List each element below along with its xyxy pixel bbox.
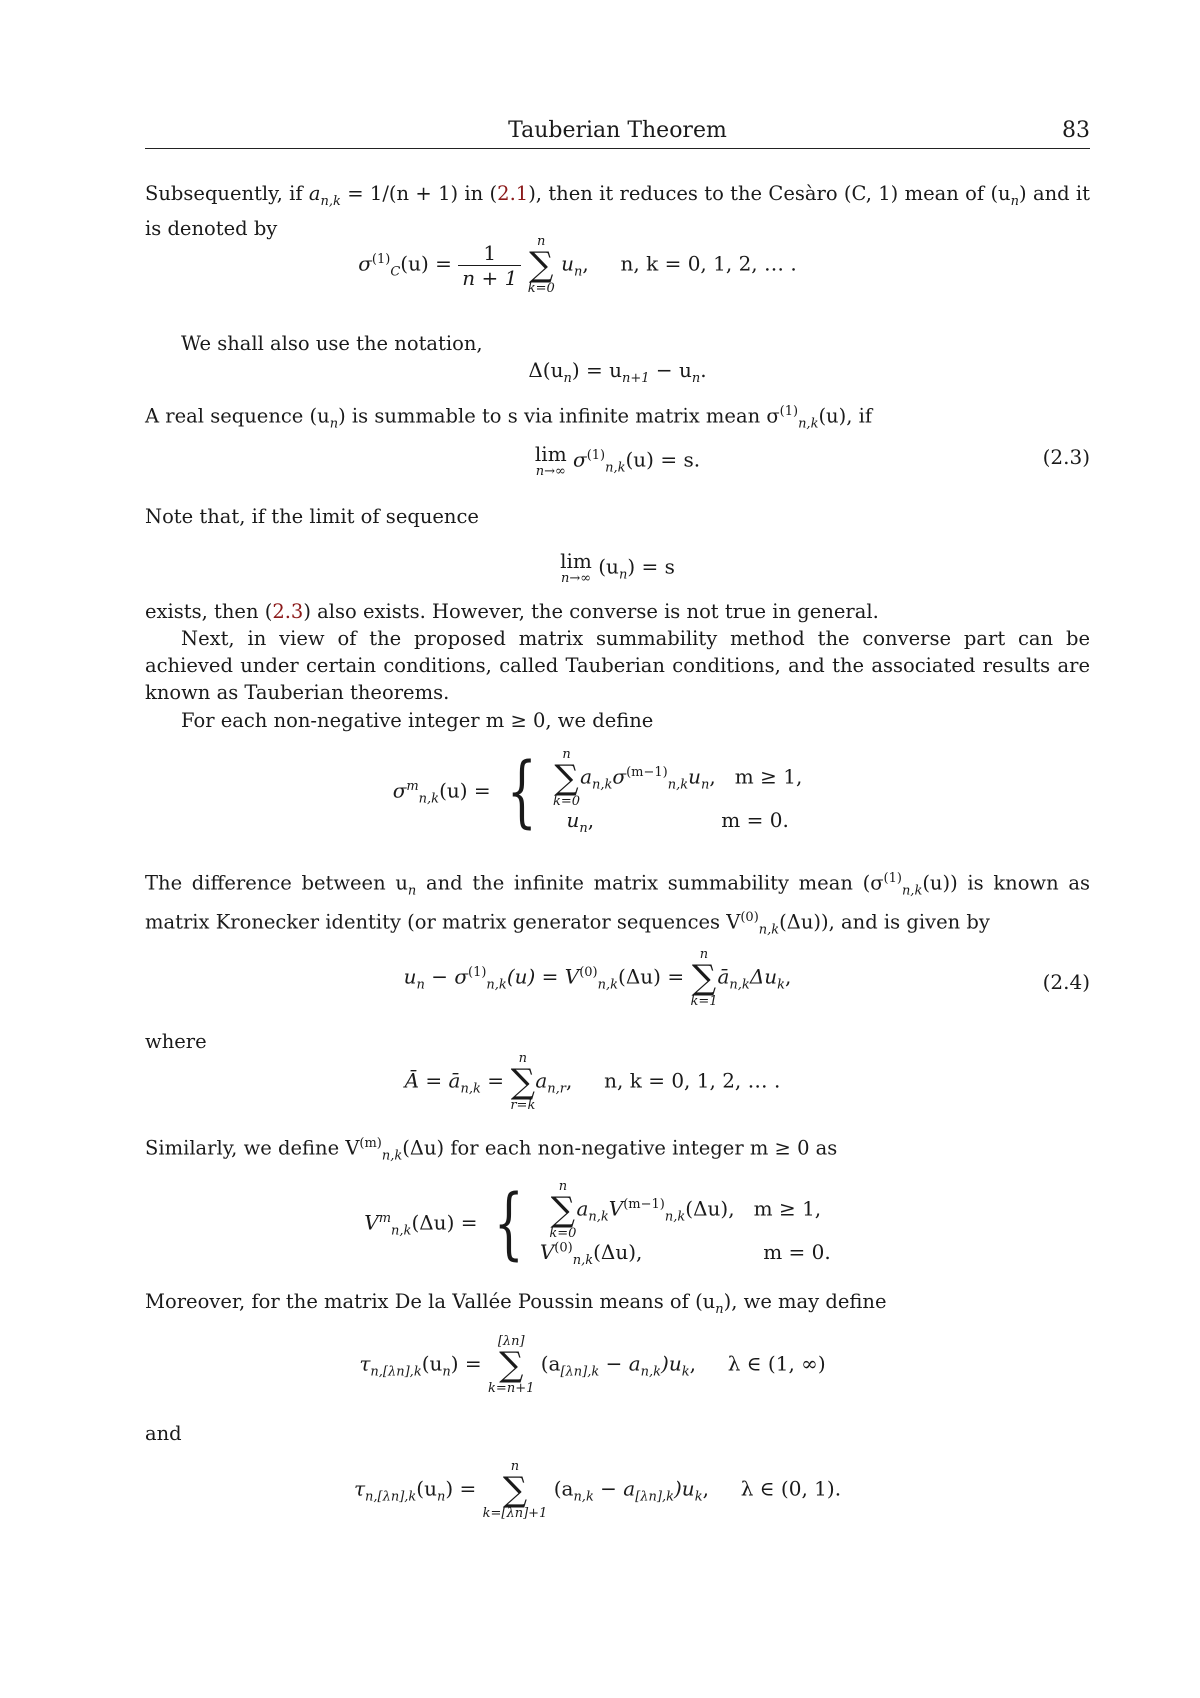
left-brace: { xyxy=(507,753,537,831)
paragraph-moreover: Moreover, for the matrix De la Vallée Poussin means of (un), we may define xyxy=(145,1288,1090,1323)
equation-tau-1: τn,[λn],k(un) = [λn] ∑ k=n+1 (a[λn],k − an,k)uk, λ ∈ (1, ∞) xyxy=(145,1335,1090,1415)
sum-symbol: n ∑ k=0 xyxy=(528,235,555,295)
equation-abar: Ā = ān,k = n ∑ r=k an,r, n, k = 0, 1, 2, … . xyxy=(145,1052,1090,1122)
paragraph-notation: We shall also use the notation, xyxy=(145,330,1090,357)
cases: n ∑ k=0 an,kV(m−1)n,k(Δu), m ≥ 1, V(0)n,k(Δu), m = 0. xyxy=(540,1180,831,1268)
equation-vm: Vmn,k(Δu) = { n ∑ k=0 an,kV(m−1)n,k(Δu), m ≥ 1, V(0)n,k(Δu), m = 0. xyxy=(145,1180,1090,1280)
paragraph-define: For each non-negative integer m ≥ 0, we define xyxy=(145,707,1090,734)
paragraph-exists: exists, then (2.3) also exists. However, the converse is not true in general. xyxy=(145,598,1090,625)
equation-2-4: un − σ(1)n,k(u) = V(0)n,k(Δu) = n ∑ k=1 ān,kΔuk, (2.4) xyxy=(145,948,1090,1018)
equation-2-3: lim n→∞ σ(1)n,k(u) = s. (2.3) xyxy=(145,443,1090,488)
running-header xyxy=(145,116,1090,149)
equation-cesaro-mean: σ(1)C(u) = 1 n + 1 n ∑ k=0 un, n, k = 0, 1, 2, … . xyxy=(145,235,1090,305)
left-brace: { xyxy=(494,1185,524,1263)
paper-page xyxy=(0,0,1200,1698)
paragraph-summable: A real sequence (un) is summable to s via infinite matrix mean σ(1)n,k(u), if xyxy=(145,398,1090,437)
paragraph-where: where xyxy=(145,1028,1090,1055)
equation-limit: lim n→∞ (un) = s xyxy=(145,550,1090,595)
page-number: 83 xyxy=(1062,118,1090,143)
equation-sigma-m: σmn,k(u) = { n ∑ k=0 an,kσ(m−1)n,kun, m ≥ 1, un, m = 0. xyxy=(145,748,1090,848)
paragraph-note: Note that, if the limit of sequence xyxy=(145,503,1090,530)
equation-tau-2: τn,[λn],k(un) = n ∑ k=[λn]+1 (an,k − a[λn],k)uk, λ ∈ (0, 1). xyxy=(145,1460,1090,1540)
paragraph-difference: The difference between un and the infinite matrix summability mean (σ(1)n,k(u)) is known as matrix Kronecker identity (or matrix generator sequences V(0)n,k(Δu)), and is given by xyxy=(145,865,1090,944)
equation-number: (2.3) xyxy=(1043,445,1090,469)
equation-delta: Δ(un) = un+1 − un. xyxy=(145,358,1090,388)
cases: n ∑ k=0 an,kσ(m−1)n,kun, m ≥ 1, un, m = 0. xyxy=(553,748,802,836)
paragraph-tauberian: Next, in view of the proposed matrix summability method the converse part can be achieved under certain conditions, called Tauberian conditions, and the associated results are known as Tauberian theorems. xyxy=(145,625,1090,706)
equation-reference[interactable]: 2.1 xyxy=(497,182,528,205)
equation-number: (2.4) xyxy=(1043,970,1090,994)
paragraph-cesaro: Subsequently, if an,k = 1/(n + 1) in (2.1), then it reduces to the Cesàro (C, 1) mean of (un) and it is denoted by xyxy=(145,180,1090,242)
paragraph-similarly: Similarly, we define V(m)n,k(Δu) for each non-negative integer m ≥ 0 as xyxy=(145,1130,1090,1169)
equation-reference[interactable]: 2.3 xyxy=(272,600,303,623)
paragraph-and: and xyxy=(145,1420,1090,1447)
fraction: 1 n + 1 xyxy=(458,241,521,290)
header-title: Tauberian Theorem xyxy=(145,118,1090,143)
